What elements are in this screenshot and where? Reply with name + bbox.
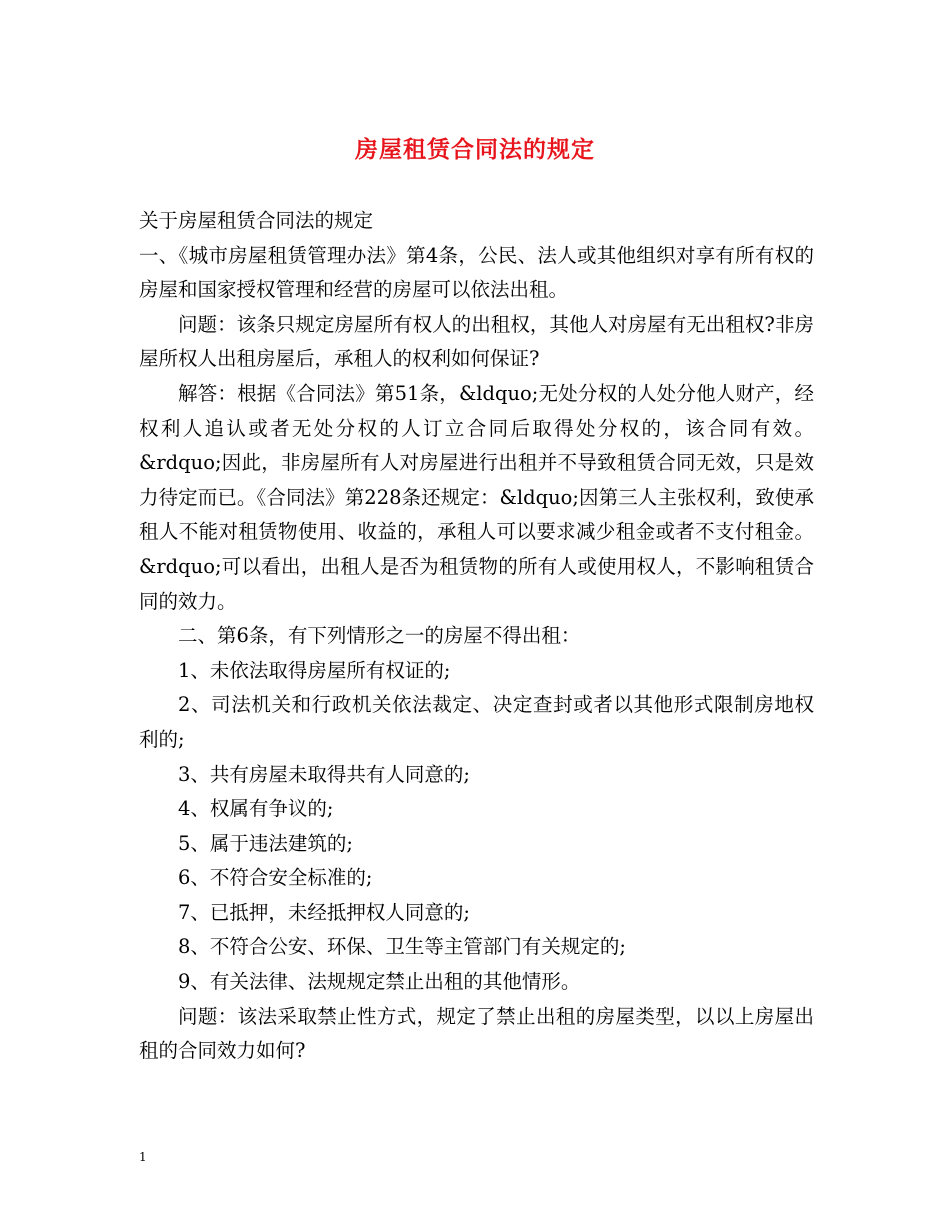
list-item: 2、司法机关和行政机关依法裁定、决定查封或者以其他形式限制房地权利的;	[139, 693, 814, 751]
document-title: 房屋租赁合同法的规定	[355, 136, 595, 163]
list-item: 9、有关法律、法规规定禁止出租的其他情形。	[178, 970, 581, 994]
list-item: 7、已抵押，未经抵押权人同意的;	[178, 900, 470, 924]
list-item: 8、不符合公安、环保、卫生等主管部门有关规定的;	[178, 935, 626, 959]
paragraph: 问题：该条只规定房屋所有权人的出租权，其他人对房屋有无出租权?非房屋所权人出租房屋后，承租人的权利如何保证?	[139, 312, 814, 371]
paragraph: 二、第6条，有下列情形之一的房屋不得出租：	[178, 624, 581, 648]
list-item: 5、属于违法建筑的;	[178, 831, 353, 855]
paragraph: 解答：根据《合同法》第51条，&ldquo;无处分权的人处分他人财产，经权利人追认或者无处分权的人订立合同后取得处分权的，该合同有效。&rdquo;因此，非房屋所有人对房屋进行出租并不导致租赁合同无效，只是效力待定而已。《合同法》第228条还规定：&ldquo;因第三人主张权利，致使承租人不能对租赁物使用、收益的，承租人可以要求减少租金或者不支付租金。&rdquo;可以看出，出租人是否为租赁物的所有人或使用权人，不影响租赁合同的效力。	[139, 381, 814, 613]
list-item: 3、共有房屋未取得共有人同意的;	[178, 762, 470, 786]
list-item: 1、未依法取得房屋所有权证的;	[178, 658, 451, 682]
list-item: 4、权属有争议的;	[178, 797, 334, 821]
paragraph: 一、《城市房屋租赁管理办法》第4条，公民、法人或其他组织对享有所有权的房屋和国家授权管理和经营的房屋可以依法出租。	[139, 243, 814, 302]
document-body	[139, 204, 814, 1069]
paragraph: 问题：该法采取禁止性方式，规定了禁止出租的房屋类型，以以上房屋出租的合同效力如何?	[139, 1004, 814, 1063]
page-number: 1	[139, 1150, 147, 1164]
paragraph: 关于房屋租赁合同法的规定	[139, 209, 374, 232]
list-item: 6、不符合安全标准的;	[178, 866, 373, 890]
